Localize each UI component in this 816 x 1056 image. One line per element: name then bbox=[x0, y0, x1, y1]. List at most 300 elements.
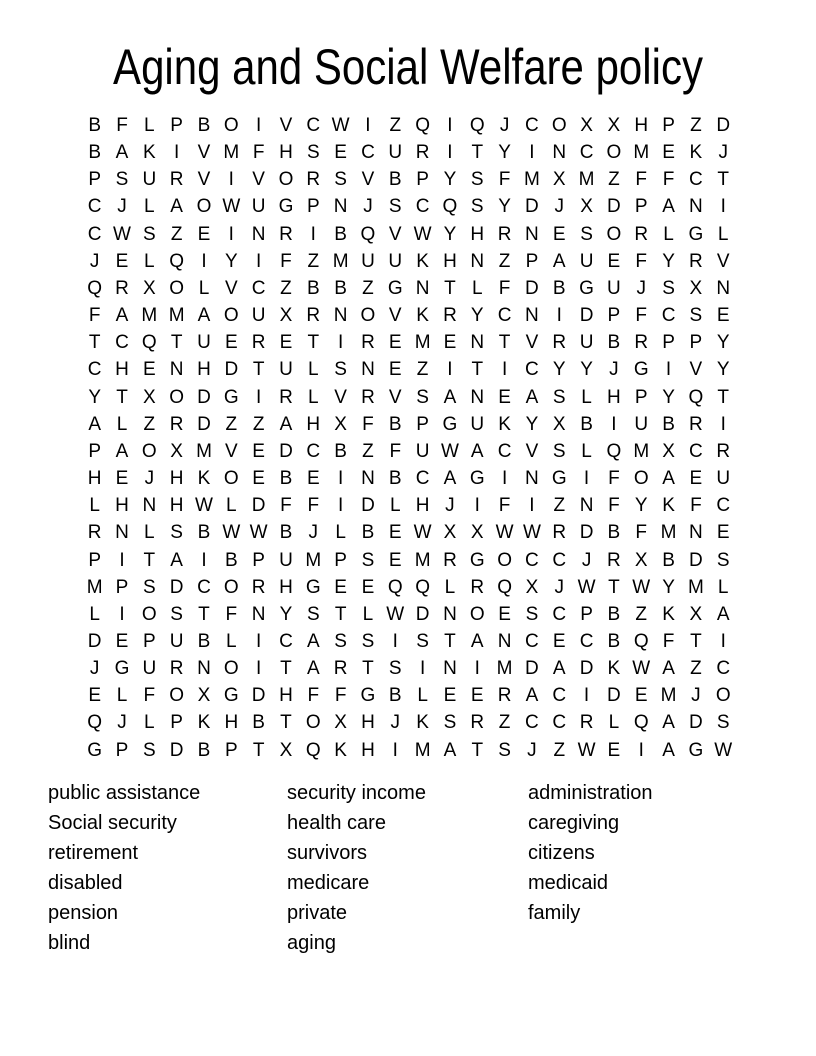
grid-letter: T bbox=[170, 332, 183, 354]
grid-letter: N bbox=[443, 603, 457, 625]
grid-letter: J bbox=[691, 685, 701, 707]
grid-letter: W bbox=[413, 522, 432, 544]
grid-letter: U bbox=[579, 332, 594, 354]
grid-row bbox=[81, 574, 737, 601]
grid-letter: D bbox=[197, 413, 211, 435]
grid-letter: K bbox=[416, 305, 429, 327]
grid-letter: H bbox=[279, 576, 293, 598]
grid-letter: B bbox=[607, 603, 621, 625]
grid-letter: B bbox=[334, 223, 347, 245]
grid-letter: I bbox=[447, 359, 453, 381]
grid-letter: S bbox=[170, 603, 183, 625]
grid-letter: P bbox=[88, 440, 101, 462]
grid-letter: S bbox=[361, 630, 375, 652]
grid-letter: H bbox=[224, 712, 239, 734]
grid-letter: T bbox=[252, 739, 265, 761]
grid-letter: N bbox=[716, 277, 731, 299]
grid-letter: O bbox=[223, 305, 239, 327]
grid-letter: I bbox=[337, 495, 344, 517]
grid-letter: X bbox=[607, 115, 621, 136]
grid-letter: Y bbox=[443, 223, 457, 245]
grid-letter: P bbox=[416, 169, 429, 191]
grid-letter: R bbox=[579, 712, 594, 734]
grid-letter: B bbox=[607, 332, 621, 354]
grid-letter: D bbox=[689, 549, 703, 571]
grid-letter: S bbox=[361, 549, 375, 571]
grid-letter: Q bbox=[497, 576, 512, 598]
grid-letter: D bbox=[415, 603, 430, 625]
grid-row bbox=[81, 492, 737, 519]
grid-letter: V bbox=[361, 169, 375, 191]
grid-letter: I bbox=[228, 169, 234, 191]
grid-letter: I bbox=[255, 115, 262, 136]
grid-letter: N bbox=[169, 359, 184, 381]
grid-letter: I bbox=[720, 630, 726, 652]
grid-row bbox=[81, 655, 737, 682]
grid-letter: I bbox=[665, 359, 672, 381]
grid-letter: R bbox=[634, 332, 649, 354]
word-item: survivors bbox=[287, 842, 368, 864]
grid-letter: C bbox=[552, 603, 567, 625]
grid-letter: N bbox=[361, 468, 375, 490]
grid-letter: E bbox=[388, 522, 402, 544]
grid-letter: X bbox=[279, 305, 293, 327]
grid-letter: G bbox=[469, 468, 485, 490]
grid-letter: G bbox=[688, 223, 704, 245]
grid-letter: I bbox=[392, 630, 398, 652]
grid-letter: T bbox=[690, 630, 702, 652]
grid-letter: F bbox=[225, 603, 238, 625]
grid-row bbox=[81, 519, 737, 546]
grid-row bbox=[81, 275, 737, 302]
grid-letter: C bbox=[689, 169, 703, 191]
grid-letter: R bbox=[470, 576, 485, 598]
grid-letter: W bbox=[632, 576, 651, 598]
word-list-column bbox=[528, 778, 653, 928]
grid-letter: N bbox=[415, 277, 430, 299]
grid-letter: F bbox=[498, 169, 511, 191]
grid-letter: G bbox=[551, 468, 567, 490]
grid-letter: L bbox=[144, 196, 155, 218]
grid-letter: O bbox=[606, 142, 622, 164]
grid-letter: U bbox=[415, 440, 430, 462]
grid-letter: X bbox=[634, 549, 648, 571]
grid-letter: A bbox=[662, 739, 675, 761]
grid-letter: E bbox=[142, 359, 156, 381]
grid-letter: U bbox=[388, 250, 403, 272]
grid-letter: K bbox=[498, 413, 511, 435]
grid-letter: D bbox=[224, 359, 239, 381]
grid-letter: I bbox=[474, 658, 480, 680]
grid-letter: F bbox=[635, 305, 648, 327]
grid-letter: D bbox=[689, 712, 703, 734]
grid-letter: P bbox=[525, 250, 539, 272]
grid-letter: N bbox=[689, 196, 703, 218]
grid-letter: I bbox=[392, 739, 398, 761]
grid-letter: Y bbox=[716, 359, 730, 381]
grid-letter: W bbox=[113, 223, 131, 245]
grid-letter: L bbox=[116, 685, 128, 707]
grid-letter: D bbox=[251, 685, 266, 707]
grid-letter: R bbox=[689, 413, 703, 435]
grid-letter: A bbox=[115, 440, 129, 462]
grid-letter: N bbox=[333, 305, 348, 327]
grid-letter: B bbox=[607, 522, 621, 544]
grid-letter: G bbox=[360, 685, 376, 707]
grid-letter: I bbox=[201, 549, 207, 571]
grid-letter: T bbox=[471, 359, 484, 381]
grid-letter: W bbox=[632, 658, 651, 680]
grid-letter: O bbox=[305, 712, 321, 734]
grid-letter: E bbox=[115, 468, 129, 490]
grid-letter: T bbox=[88, 332, 101, 354]
word-item: retirement bbox=[48, 842, 139, 864]
grid-letter: N bbox=[251, 603, 266, 625]
grid-letter: J bbox=[445, 495, 455, 517]
grid-letter: V bbox=[388, 386, 402, 408]
grid-letter: S bbox=[716, 712, 730, 734]
grid-letter: Y bbox=[88, 386, 101, 408]
grid-letter: J bbox=[390, 712, 401, 734]
grid-letter: C bbox=[415, 196, 430, 218]
grid-letter: M bbox=[141, 305, 158, 327]
grid-letter: H bbox=[634, 115, 649, 136]
grid-row bbox=[81, 465, 737, 492]
grid-letter: Z bbox=[690, 658, 702, 680]
grid-letter: K bbox=[662, 603, 675, 625]
grid-letter: A bbox=[525, 685, 539, 707]
grid-letter: E bbox=[388, 549, 402, 571]
grid-letter: D bbox=[525, 658, 539, 680]
grid-letter: L bbox=[471, 277, 483, 299]
grid-letter: S bbox=[306, 603, 320, 625]
grid-letter: M bbox=[660, 522, 677, 544]
grid-letter: L bbox=[389, 495, 401, 517]
grid-letter: H bbox=[279, 142, 293, 164]
grid-letter: S bbox=[470, 169, 484, 191]
grid-letter: S bbox=[142, 576, 156, 598]
grid-letter: I bbox=[255, 630, 262, 652]
grid-letter: X bbox=[170, 440, 183, 462]
grid-row bbox=[81, 601, 737, 628]
grid-letter: N bbox=[470, 250, 485, 272]
grid-letter: G bbox=[278, 196, 294, 218]
grid-letter: A bbox=[716, 603, 730, 625]
grid-letter: G bbox=[305, 576, 321, 598]
grid-letter: V bbox=[388, 305, 402, 327]
grid-letter: E bbox=[115, 250, 129, 272]
grid-letter: S bbox=[716, 549, 730, 571]
grid-letter: E bbox=[716, 522, 730, 544]
grid-letter: L bbox=[581, 386, 592, 408]
grid-letter: C bbox=[306, 115, 321, 136]
grid-letter: T bbox=[717, 386, 730, 408]
grid-letter: P bbox=[580, 603, 593, 625]
grid-letter: J bbox=[527, 739, 537, 761]
grid-letter: N bbox=[497, 630, 512, 652]
grid-letter: T bbox=[334, 603, 347, 625]
grid-row bbox=[81, 166, 737, 193]
grid-letter: P bbox=[662, 332, 675, 354]
grid-letter: R bbox=[607, 549, 621, 571]
grid-letter: C bbox=[525, 712, 539, 734]
grid-letter: J bbox=[308, 522, 319, 544]
grid-letter: Z bbox=[416, 359, 429, 381]
grid-letter: D bbox=[197, 386, 211, 408]
grid-letter: V bbox=[197, 142, 211, 164]
grid-letter: N bbox=[197, 658, 211, 680]
word-item: public assistance bbox=[48, 782, 201, 804]
grid-letter: S bbox=[662, 277, 675, 299]
grid-letter: A bbox=[88, 413, 101, 435]
grid-letter: L bbox=[226, 495, 237, 517]
grid-letter: X bbox=[689, 603, 703, 625]
grid-row bbox=[81, 112, 737, 139]
grid-letter: G bbox=[469, 549, 485, 571]
grid-letter: U bbox=[607, 277, 621, 299]
grid-letter: Z bbox=[362, 440, 374, 462]
grid-letter: A bbox=[115, 142, 129, 164]
grid-letter: L bbox=[198, 277, 210, 299]
grid-letter: H bbox=[443, 250, 457, 272]
grid-letter: W bbox=[413, 223, 432, 245]
grid-letter: A bbox=[170, 549, 183, 571]
grid-letter: Q bbox=[169, 250, 185, 272]
grid-letter: N bbox=[251, 223, 266, 245]
grid-letter: C bbox=[525, 630, 539, 652]
grid-letter: F bbox=[116, 115, 128, 136]
grid-letter: D bbox=[279, 440, 293, 462]
grid-letter: B bbox=[580, 413, 593, 435]
grid-letter: D bbox=[525, 196, 539, 218]
page-title: Aging and Social Welfare policy bbox=[113, 39, 703, 95]
grid-letter: S bbox=[552, 440, 566, 462]
grid-letter: P bbox=[224, 739, 238, 761]
grid-letter: P bbox=[115, 739, 129, 761]
word-item: Social security bbox=[48, 812, 177, 834]
grid-letter: N bbox=[333, 196, 348, 218]
grid-letter: R bbox=[443, 549, 457, 571]
grid-letter: L bbox=[581, 440, 592, 462]
grid-letter: R bbox=[552, 332, 567, 354]
grid-letter: K bbox=[662, 495, 675, 517]
grid-letter: D bbox=[525, 277, 539, 299]
grid-letter: N bbox=[525, 223, 539, 245]
grid-letter: V bbox=[525, 440, 539, 462]
grid-letter: L bbox=[717, 576, 729, 598]
grid-letter: N bbox=[525, 305, 539, 327]
word-item: pension bbox=[48, 902, 119, 924]
grid-letter: W bbox=[222, 522, 241, 544]
grid-letter: M bbox=[168, 305, 185, 327]
grid-letter: F bbox=[662, 630, 675, 652]
grid-letter: P bbox=[252, 549, 265, 571]
grid-letter: J bbox=[117, 712, 127, 734]
grid-letter: M bbox=[633, 142, 650, 164]
grid-row bbox=[81, 438, 737, 465]
grid-letter: W bbox=[577, 576, 596, 598]
grid-letter: F bbox=[635, 169, 648, 191]
grid-letter: B bbox=[388, 413, 402, 435]
grid-letter: T bbox=[498, 332, 511, 354]
grid-letter: V bbox=[716, 250, 730, 272]
grid-letter: E bbox=[716, 305, 730, 327]
grid-letter: C bbox=[497, 440, 512, 462]
grid-letter: G bbox=[688, 739, 704, 761]
grid-row bbox=[81, 329, 737, 356]
grid-letter: S bbox=[306, 142, 320, 164]
grid-letter: M bbox=[196, 440, 212, 462]
grid-letter: Y bbox=[662, 386, 675, 408]
grid-letter: Z bbox=[170, 223, 183, 245]
grid-row bbox=[81, 628, 737, 655]
grid-letter: L bbox=[444, 576, 456, 598]
grid-letter: U bbox=[388, 142, 403, 164]
grid-letter: X bbox=[552, 169, 566, 191]
grid-letter: Z bbox=[553, 739, 566, 761]
grid-letter: X bbox=[142, 277, 156, 299]
grid-letter: R bbox=[470, 712, 485, 734]
grid-letter: Q bbox=[387, 576, 403, 598]
grid-row bbox=[81, 709, 737, 736]
grid-letter: N bbox=[470, 386, 485, 408]
grid-letter: U bbox=[251, 305, 266, 327]
grid-letter: I bbox=[119, 549, 125, 571]
grid-letter: X bbox=[662, 440, 675, 462]
grid-letter: Y bbox=[662, 250, 675, 272]
grid-letter: I bbox=[501, 359, 508, 381]
grid-letter: V bbox=[224, 440, 238, 462]
grid-letter: Y bbox=[552, 359, 566, 381]
grid-letter: O bbox=[141, 603, 157, 625]
grid-letter: Z bbox=[280, 277, 292, 299]
grid-letter: I bbox=[720, 413, 726, 435]
grid-letter: R bbox=[361, 386, 375, 408]
grid-letter: S bbox=[525, 603, 539, 625]
grid-letter: H bbox=[415, 495, 430, 517]
grid-letter: E bbox=[470, 685, 484, 707]
grid-letter: L bbox=[308, 359, 319, 381]
grid-letter: L bbox=[144, 712, 155, 734]
word-list-column bbox=[287, 778, 528, 958]
grid-letter: H bbox=[115, 495, 129, 517]
grid-letter: X bbox=[525, 576, 539, 598]
grid-letter: B bbox=[224, 549, 238, 571]
word-item: private bbox=[287, 902, 348, 924]
grid-letter: O bbox=[141, 440, 157, 462]
grid-letter: L bbox=[308, 386, 319, 408]
grid-letter: S bbox=[334, 630, 347, 652]
grid-letter: I bbox=[583, 468, 590, 490]
grid-letter: S bbox=[142, 739, 156, 761]
grid-letter: C bbox=[661, 305, 676, 327]
grid-letter: L bbox=[144, 250, 155, 272]
grid-letter: R bbox=[497, 223, 512, 245]
word-item: citizens bbox=[528, 842, 595, 864]
grid-letter: Q bbox=[606, 440, 622, 462]
grid-letter: B bbox=[361, 522, 375, 544]
grid-row bbox=[81, 411, 737, 438]
grid-letter: I bbox=[583, 685, 590, 707]
grid-letter: B bbox=[197, 739, 211, 761]
grid-letter: I bbox=[474, 495, 480, 517]
grid-letter: G bbox=[633, 359, 649, 381]
grid-letter: Y bbox=[224, 250, 238, 272]
grid-letter: Q bbox=[415, 576, 430, 598]
grid-letter: C bbox=[279, 630, 293, 652]
grid-letter: L bbox=[89, 603, 100, 625]
grid-letter: E bbox=[607, 739, 621, 761]
grid-letter: X bbox=[689, 277, 703, 299]
grid-letter: X bbox=[279, 739, 293, 761]
grid-letter: S bbox=[416, 386, 429, 408]
grid-letter: C bbox=[552, 712, 567, 734]
grid-letter: E bbox=[88, 685, 101, 707]
grid-letter: Y bbox=[525, 413, 539, 435]
grid-letter: E bbox=[252, 468, 265, 490]
grid-letter: P bbox=[170, 712, 183, 734]
word-item: aging bbox=[287, 932, 336, 954]
grid-row bbox=[81, 139, 737, 166]
grid-letter: S bbox=[170, 522, 183, 544]
grid-letter: N bbox=[525, 468, 539, 490]
grid-letter: E bbox=[197, 223, 211, 245]
grid-letter: M bbox=[578, 169, 595, 191]
grid-letter: P bbox=[634, 386, 648, 408]
grid-letter: U bbox=[169, 630, 184, 652]
grid-letter: Q bbox=[688, 386, 704, 408]
grid-letter: Y bbox=[634, 495, 648, 517]
grid-letter: B bbox=[334, 440, 347, 462]
grid-letter: F bbox=[635, 250, 648, 272]
grid-letter: I bbox=[447, 142, 453, 164]
grid-letter: I bbox=[556, 305, 562, 327]
grid-letter: C bbox=[251, 277, 266, 299]
grid-letter: F bbox=[389, 440, 402, 462]
grid-letter: K bbox=[197, 468, 211, 490]
grid-letter: B bbox=[334, 277, 347, 299]
grid-letter: I bbox=[255, 658, 262, 680]
grid-letter: J bbox=[554, 576, 564, 598]
grid-letter: O bbox=[169, 277, 185, 299]
grid-letter: T bbox=[362, 658, 374, 680]
grid-letter: J bbox=[117, 196, 127, 218]
grid-letter: E bbox=[552, 223, 566, 245]
grid-letter: Y bbox=[580, 359, 593, 381]
grid-letter: D bbox=[361, 495, 375, 517]
grid-letter: C bbox=[552, 685, 567, 707]
grid-letter: X bbox=[580, 196, 593, 218]
grid-letter: B bbox=[252, 712, 265, 734]
grid-letter: A bbox=[306, 658, 320, 680]
grid-letter: B bbox=[197, 630, 211, 652]
grid-letter: T bbox=[717, 169, 730, 191]
grid-letter: P bbox=[689, 332, 703, 354]
grid-letter: V bbox=[252, 169, 265, 191]
grid-letter: E bbox=[498, 603, 511, 625]
grid-letter: W bbox=[331, 115, 350, 136]
grid-letter: D bbox=[579, 658, 594, 680]
grid-letter: C bbox=[197, 576, 211, 598]
grid-letter: M bbox=[660, 685, 677, 707]
grid-letter: M bbox=[223, 142, 240, 164]
grid-letter: A bbox=[662, 196, 675, 218]
grid-letter: C bbox=[361, 142, 375, 164]
grid-letter: A bbox=[662, 468, 675, 490]
grid-letter: L bbox=[226, 630, 237, 652]
grid-letter: G bbox=[114, 658, 130, 680]
grid-letter: B bbox=[197, 522, 211, 544]
